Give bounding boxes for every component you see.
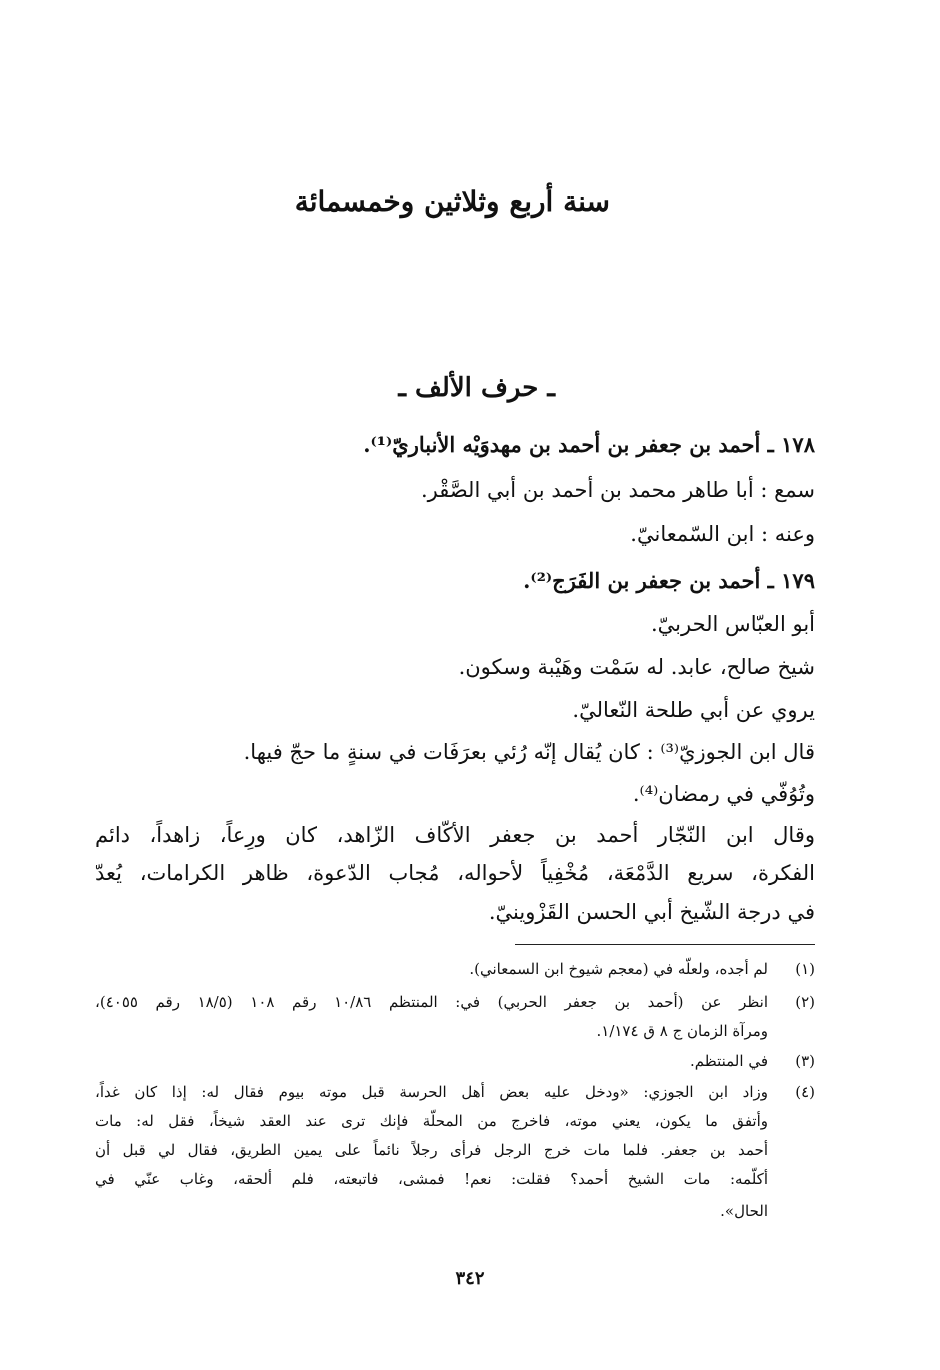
footnote-4-line-4: أكلّمه: مات الشيخ أحمد؟ فقلت: نعم! فمشى، فاتبعته، فلم ألحقه، وغاب عنّي في	[95, 1170, 768, 1188]
entry-179-line-4: قال ابن الجوزيّ⁽³⁾ : كان يُقال إنّه رُئي بعرَفَات في سنةٍ ما حجّ فيها.	[243, 740, 815, 764]
footnote-1-line-1: لم أجده، ولعلّه في (معجم شيوخ ابن السمعاني).	[469, 960, 768, 978]
footnote-3-line-1: في المنتظم.	[690, 1052, 768, 1070]
footnote-4-line-2: وأتفق ما يكون، يعني موته، فاخرج من المحلّة فإنك ترى عند العقد شيخاً، فقل له: مات	[95, 1112, 768, 1130]
footnote-4-line-5: الحال».	[720, 1202, 768, 1220]
entry-179-paragraph-line-3: في درجة الشّيخ أبي الحسن القَزْوينيّ.	[488, 900, 815, 924]
entry-179-line-5: وتُوُفّي في رمضان⁽⁴⁾.	[632, 782, 815, 806]
year-title: سنة أربع وثلاثين وخمسمائة	[294, 185, 610, 218]
entry-179-heading: ١٧٩ ـ أحمد بن جعفر بن الفَرَج⁽²⁾.	[523, 568, 815, 593]
entry-178-line-1: سمع : أبا طاهر محمد بن أحمد بن أبي الصَّقْر.	[420, 478, 815, 502]
page-number: ٣٤٢	[455, 1268, 485, 1289]
entry-179-line-1: أبو العبّاس الحربيّ.	[650, 612, 815, 636]
entry-179-paragraph-line-1: وقال ابن النّجّار أحمد بن جعفر الأكّاف الزّاهد، كان ورِعاً، زاهداً، دائم	[95, 823, 815, 847]
entry-179-line-3: يروي عن أبي طلحة النّعاليّ.	[572, 698, 815, 722]
footnote-2-number: (٢)	[795, 993, 815, 1011]
entry-178-heading: ١٧٨ ـ أحمد بن جعفر بن أحمد بن مهدوَيْه الأنباريّ⁽¹⁾.	[363, 432, 815, 457]
footnote-4-number: (٤)	[795, 1083, 815, 1101]
footnote-2-line-1: انظر عن (أحمد بن جعفر الحربي) في: المنتظم ١٠/٨٦ رقم ١٠٨ (١٨/٥ رقم ٤٠٥٥)،	[95, 993, 769, 1011]
footnote-2-line-2: ومرآة الزمان ج ٨ ق ١/١٧٤.	[596, 1022, 768, 1040]
entry-179-line-2: شيخ صالح، عابد. له سَمْت وهَيْبة وسكون.	[458, 655, 815, 679]
footnote-3-number: (٣)	[795, 1052, 815, 1070]
footnote-separator	[515, 944, 815, 945]
footnote-1-number: (١)	[795, 960, 815, 978]
footnote-4-line-1: وزاد ابن الجوزي: «ودخل عليه بعض أهل الحرسة قبل موته بيوم فقال له: إذا كان غداً،	[95, 1083, 768, 1101]
section-heading: ـ حرف الألف ـ	[398, 373, 555, 403]
entry-179-paragraph-line-2: الفكرة، سريع الدَّمْعَة، مُخْفِياً لأحواله، مُجاب الدّعوة، ظاهر الكرامات، يُعدّ	[95, 861, 815, 885]
footnote-4-line-3: أحمد بن جعفر. فلما مات خرج الرجل فرأى رجلاً نائماً على يمين الطريق، فقال لي قبل أن	[95, 1141, 768, 1159]
entry-178-line-2: وعنه : ابن السّمعانيّ.	[630, 522, 815, 546]
